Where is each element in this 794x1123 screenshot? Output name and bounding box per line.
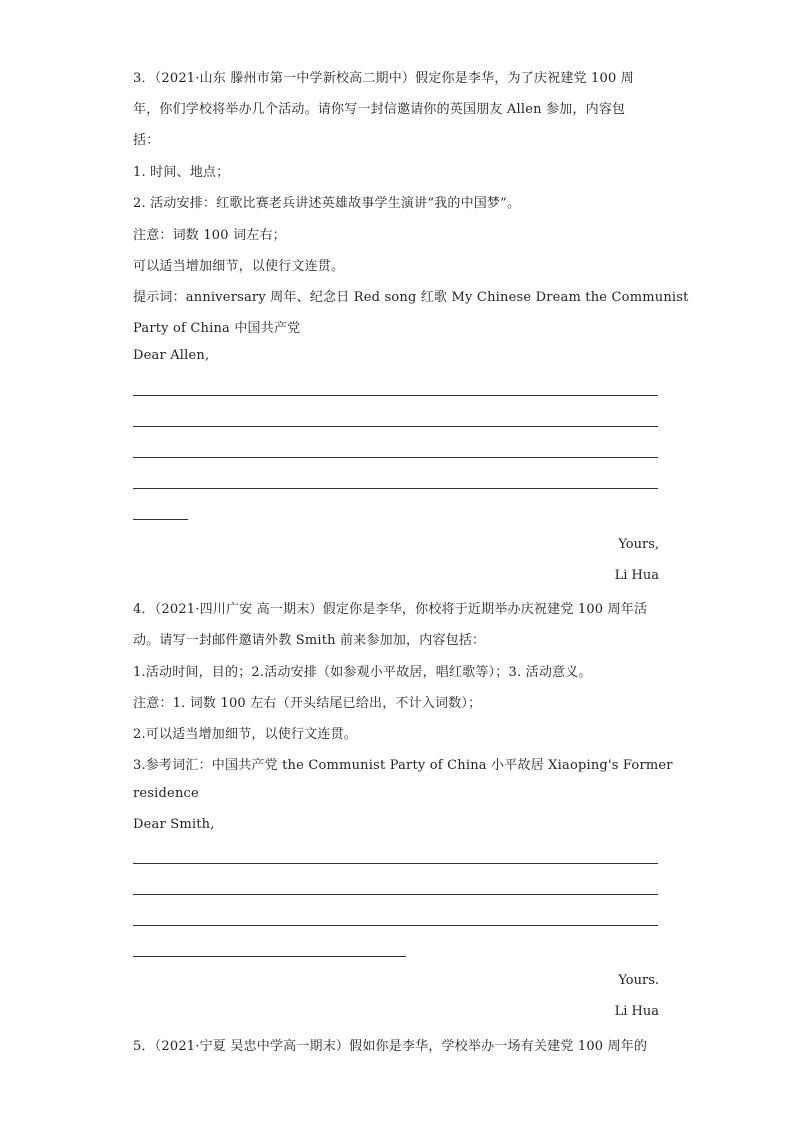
q3-writing-line-short[interactable] [133, 519, 188, 520]
q3-writing-line[interactable] [133, 488, 658, 489]
q4-vocab-line-1: 3.参考词汇：中国共产党 the Communist Party of China 小平故居 Xiaoping's Former [133, 758, 673, 773]
q3-signature: Li Hua [614, 568, 659, 583]
q3-hint-line-2: Party of China 中国共产党 [133, 321, 301, 336]
q3-note-2: 可以适当增加细节，以使行文连贯。 [133, 259, 345, 274]
q3-writing-line[interactable] [133, 395, 658, 396]
q4-note-1: 注意：1. 词数 100 左右（开头结尾已给出，不计入词数）； [133, 696, 482, 711]
q3-writing-line[interactable] [133, 457, 658, 458]
q4-vocab-line-2: residence [133, 786, 199, 801]
q5-prompt-line-1: 5．（2021·宁夏 吴忠中学高一期末）假如你是李华，学校举办一场有关建党 100 周年的 [133, 1039, 648, 1054]
q4-prompt-line-2: 动。请写一封邮件邀请外教 Smith 前来参加加，内容包括： [133, 633, 486, 648]
q3-note-1: 注意：词数 100 词左右； [133, 228, 286, 243]
q3-writing-line[interactable] [133, 426, 658, 427]
q3-prompt-line-1: 3．（2021·山东 滕州市第一中学新校高二期中）假定你是李华，为了庆祝建党 100 周 [133, 71, 634, 86]
q4-writing-line-short[interactable] [133, 956, 406, 957]
q3-prompt-line-2: 年，你们学校将举办几个活动。请你写一封信邀请你的英国朋友 Allen 参加，内容包 [133, 102, 626, 117]
q3-prompt-line-3: 括： [133, 133, 160, 148]
q4-item-1: 1.活动时间，目的；2.活动安排（如参观小平故居，唱红歌等）；3. 活动意义。 [133, 665, 592, 680]
q3-hint-line-1: 提示词：anniversary 周年、纪念日 Red song 红歌 My Chinese Dream the Communist [133, 290, 689, 305]
q4-note-2: 2.可以适当增加细节，以使行文连贯。 [133, 727, 358, 742]
q4-signature: Li Hua [614, 1004, 659, 1019]
q3-item-2: 2. 活动安排：红歌比赛老兵讲述英雄故事学生演讲“我的中国梦”。 [133, 196, 521, 211]
q4-writing-line[interactable] [133, 894, 658, 895]
q3-greeting: Dear Allen, [133, 348, 210, 363]
q3-item-1: 1. 时间、地点； [133, 165, 230, 180]
q4-closing: Yours. [618, 973, 659, 988]
q4-prompt-line-1: 4．（2021·四川广安 高一期末）假定你是李华，你校将于近期举办庆祝建党 100 周年活 [133, 602, 648, 617]
q4-writing-line[interactable] [133, 863, 658, 864]
q4-greeting: Dear Smith, [133, 817, 215, 832]
q4-writing-line[interactable] [133, 925, 658, 926]
q3-closing: Yours, [618, 537, 659, 552]
